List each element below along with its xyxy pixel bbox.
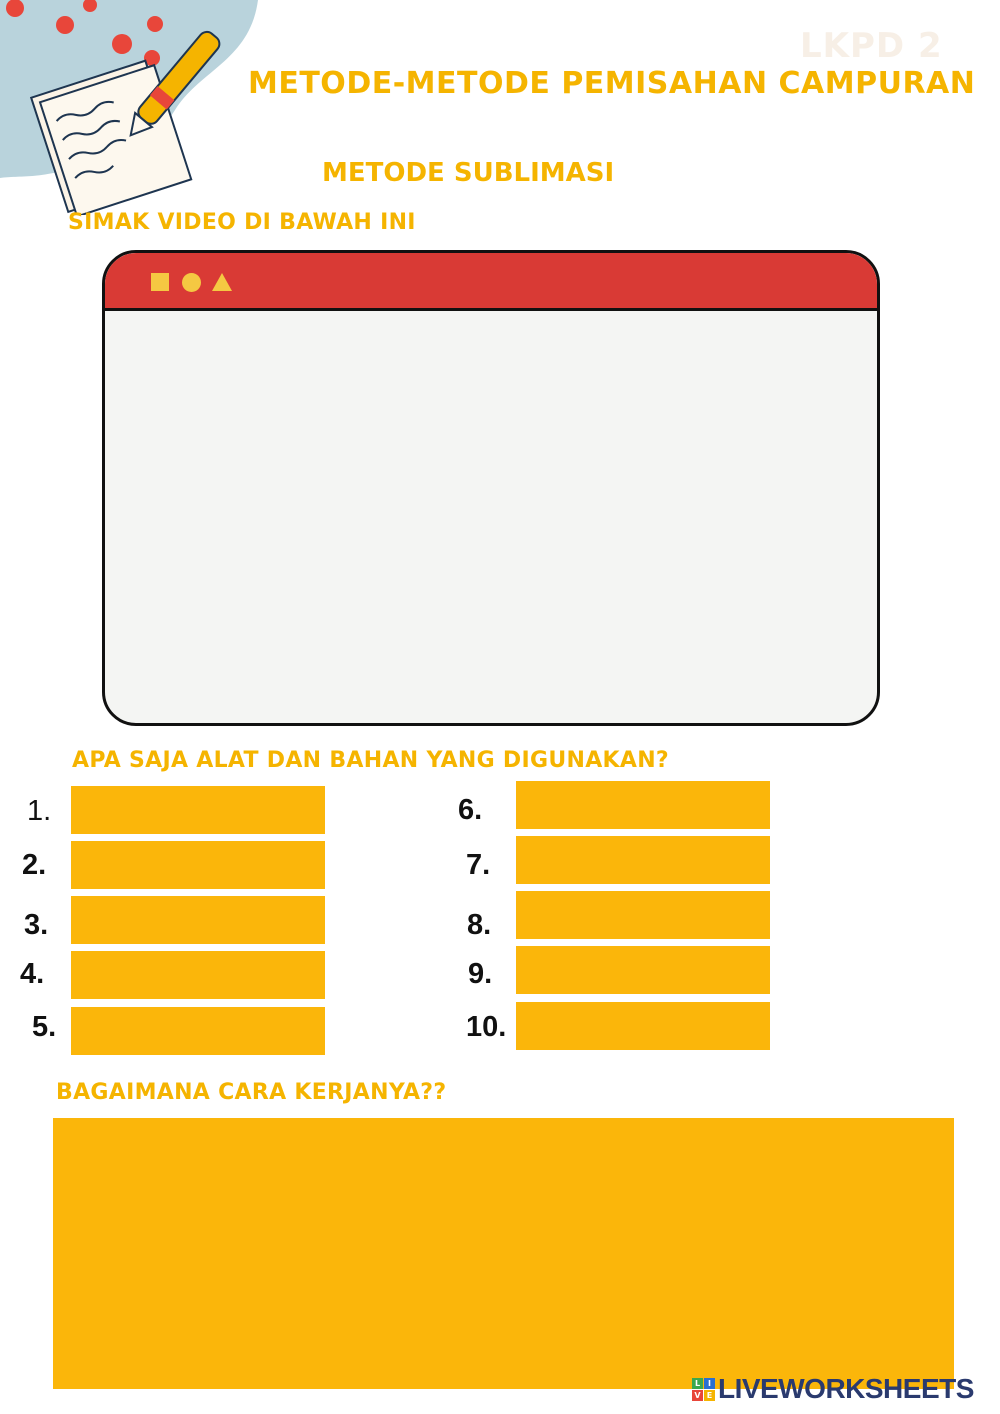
answer-box-3[interactable] <box>71 896 325 944</box>
video-title-bar <box>105 253 877 311</box>
square-icon <box>151 273 169 291</box>
item-number: 5. <box>32 1011 57 1043</box>
circle-icon <box>182 273 201 292</box>
item-number: 6. <box>458 794 483 826</box>
liveworksheets-logo-text: LIVEWORKSHEETS <box>718 1373 974 1404</box>
procedure-answer-area[interactable] <box>53 1118 954 1389</box>
page-title: METODE-METODE PEMISAHAN CAMPURAN <box>248 66 976 101</box>
procedure-heading: BAGAIMANA CARA KERJANYA?? <box>56 1080 447 1105</box>
item-number: 7. <box>466 849 491 881</box>
answer-box-8[interactable] <box>516 891 770 939</box>
item-number: 2. <box>22 849 47 881</box>
liveworksheets-icon: L I V E <box>692 1378 715 1401</box>
video-player[interactable] <box>102 250 880 726</box>
answer-box-5[interactable] <box>71 1007 325 1055</box>
item-number: 10. <box>466 1011 507 1043</box>
item-number: 4. <box>20 958 45 990</box>
item-number: 1. <box>27 795 52 827</box>
lkpd-watermark: LKPD 2 <box>800 26 943 66</box>
materials-heading: APA SAJA ALAT DAN BAHAN YANG DIGUNAKAN? <box>72 748 669 773</box>
answer-box-7[interactable] <box>516 836 770 884</box>
notebook-pen-illustration <box>0 0 260 215</box>
answer-box-6[interactable] <box>516 781 770 829</box>
triangle-icon <box>212 273 232 291</box>
answer-box-2[interactable] <box>71 841 325 889</box>
item-number: 8. <box>467 909 492 941</box>
item-number: 3. <box>24 909 49 941</box>
answer-box-9[interactable] <box>516 946 770 994</box>
video-heading: SIMAK VIDEO DI BAWAH INI <box>68 210 416 235</box>
page-subtitle: METODE SUBLIMASI <box>322 158 615 188</box>
item-number: 9. <box>468 958 493 990</box>
answer-box-1[interactable] <box>71 786 325 834</box>
liveworksheets-logo <box>692 1374 974 1404</box>
answer-box-4[interactable] <box>71 951 325 999</box>
answer-box-10[interactable] <box>516 1002 770 1050</box>
